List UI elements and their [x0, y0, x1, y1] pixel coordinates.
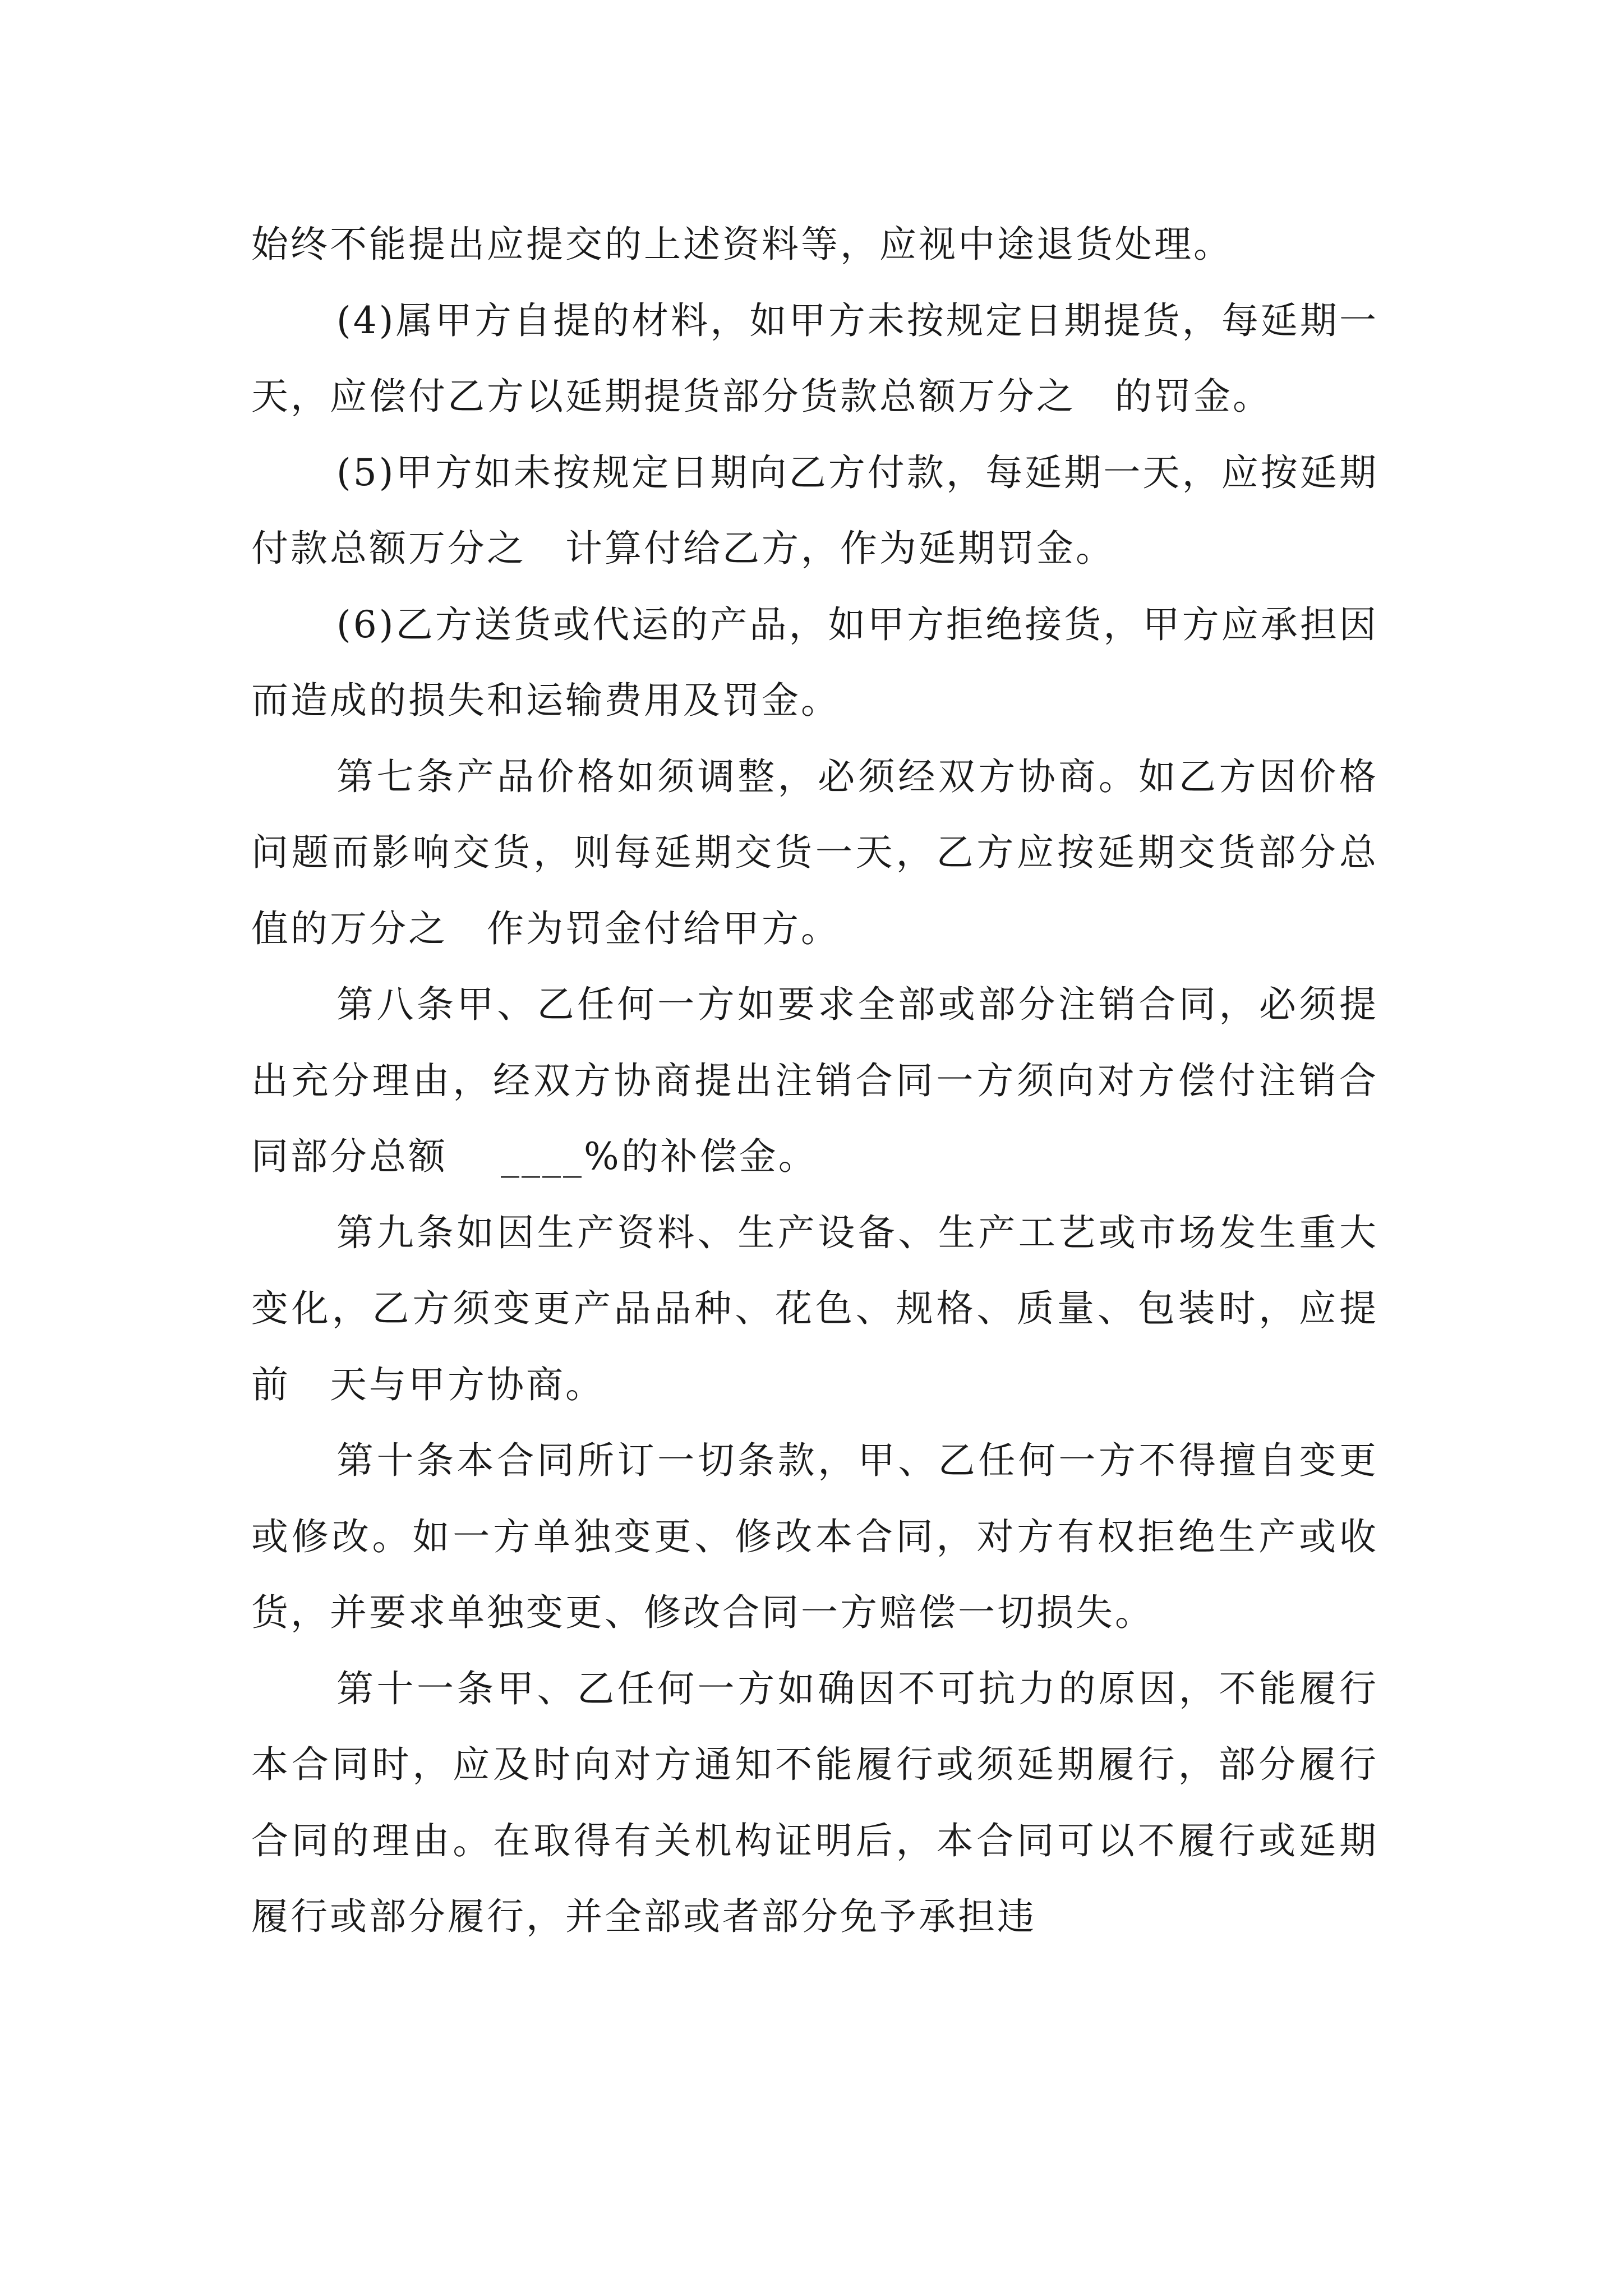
paragraph-clause-5: (5)甲方如未按规定日期向乙方付款，每延期一天，应按延期付款总额万分之 计算付给乙方，作为延期罚金。 — [251, 450, 1378, 570]
document-body — [251, 206, 1378, 1955]
paragraph-continuation: 始终不能提出应提交的上述资料等，应视中途退货处理。 — [251, 223, 1233, 266]
paragraph-article-11: 第十一条甲、乙任何一方如确因不可抗力的原因，不能履行本合同时，应及时向对方通知不能履行或须延期履行，部分履行合同的理由。在取得有关机构证明后，本合同可以不履行或延期履行或部分履行，并全部或者部分免予承担违 — [251, 1667, 1378, 1938]
paragraph-clause-6: (6)乙方送货或代运的产品，如甲方拒绝接货，甲方应承担因而造成的损失和运输费用及罚金。 — [251, 602, 1378, 722]
paragraph-article-8: 第八条甲、乙任何一方如要求全部或部分注销合同，必须提出充分理由，经双方协商提出注销合同一方须向对方偿付注销合同部分总额 ____%的补偿金。 — [251, 983, 1378, 1178]
paragraph-article-9: 第九条如因生产资料、生产设备、生产工艺或市场发生重大变化，乙方须变更产品品种、花色、规格、质量、包装时，应提前 天与甲方协商。 — [251, 1211, 1378, 1406]
paragraph-clause-4: (4)属甲方自提的材料，如甲方未按规定日期提货，每延期一天，应偿付乙方以延期提货部分货款总额万分之 的罚金。 — [251, 298, 1378, 418]
paragraph-article-10: 第十条本合同所订一切条款，甲、乙任何一方不得擅自变更或修改。如一方单独变更、修改本合同，对方有权拒绝生产或收货，并要求单独变更、修改合同一方赔偿一切损失。 — [251, 1439, 1378, 1634]
paragraph-article-7: 第七条产品价格如须调整，必须经双方协商。如乙方因价格问题而影响交货，则每延期交货一天，乙方应按延期交货部分总值的万分之 作为罚金付给甲方。 — [251, 754, 1378, 950]
